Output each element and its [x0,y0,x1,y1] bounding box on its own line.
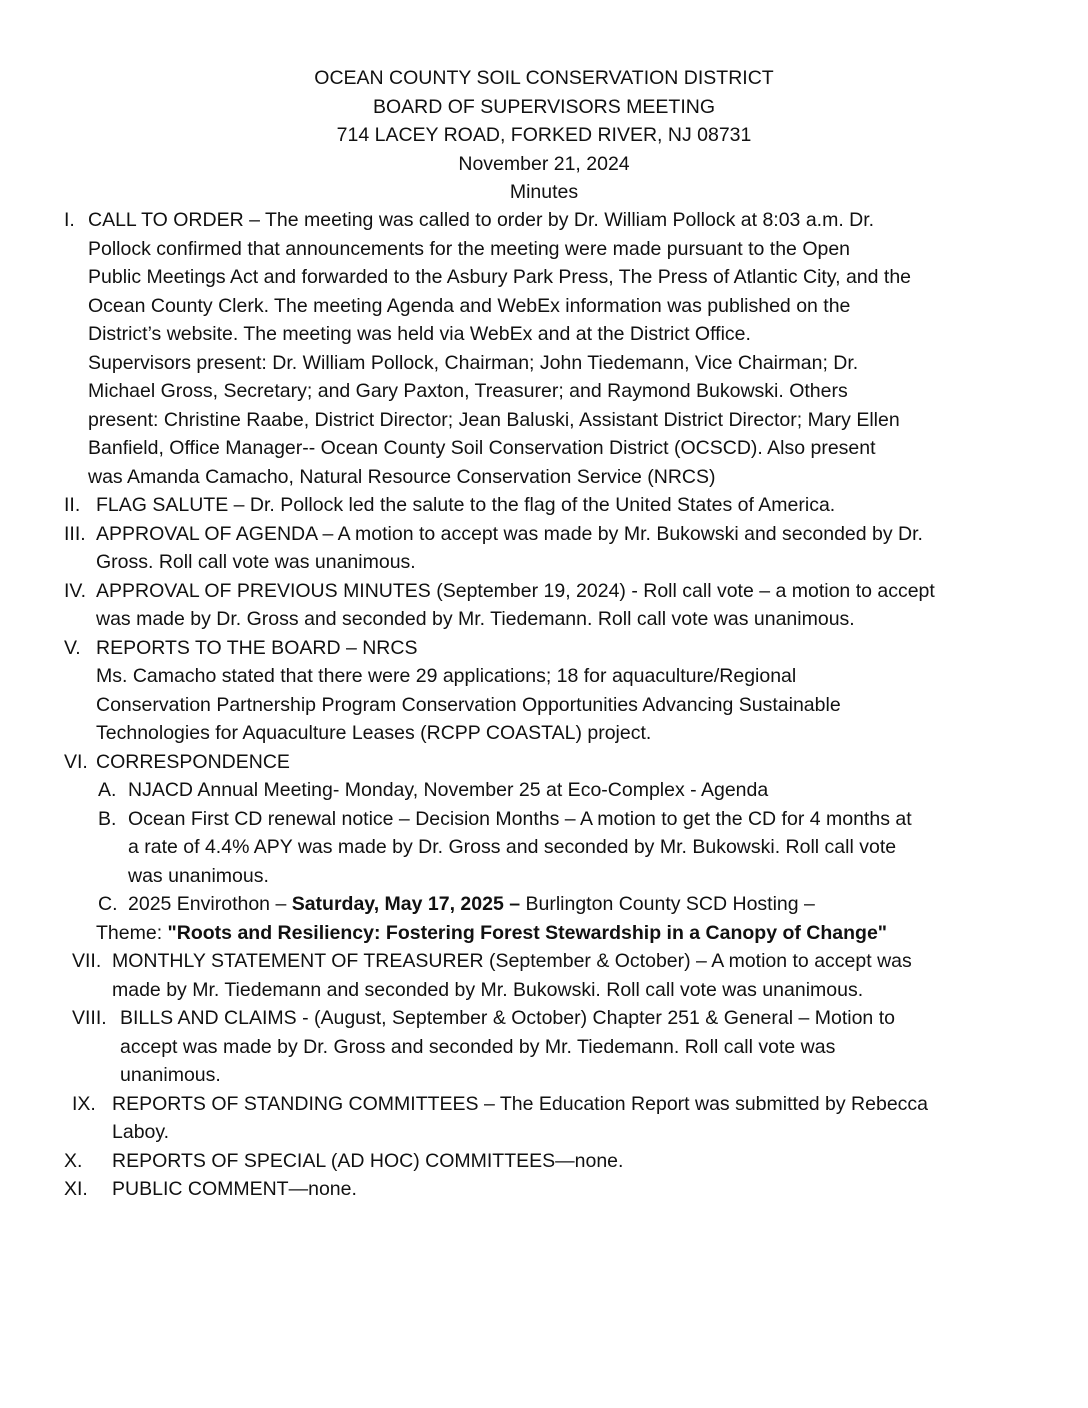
correspondence-item-a [96,776,1088,805]
item-special-committees [0,1147,1088,1176]
text-line: was made by Dr. Gross and seconded by Mr. Tiedemann. Roll call vote was unanimous. [96,608,855,630]
text-line [96,919,1088,948]
text-line: Laboy. [112,1121,170,1143]
text-line: Ms. Camacho stated that there were 29 applications; 18 for aquaculture/Regional [96,665,797,687]
text-line: CORRESPONDENCE [96,750,290,773]
text-line: Michael Gross, Secretary; and Gary Paxton, Treasurer; and Raymond Bukowski. Others [88,380,848,402]
text-line: Ocean First CD renewal notice – Decision Months – A motion to get the CD for 4 months at [128,807,912,830]
item-approval-of-minutes [0,577,1088,634]
sub-item-letter: A. [98,779,117,801]
text-line: REPORTS OF SPECIAL (AD HOC) COMMITTEES—none. [112,1149,624,1172]
text-line: accept was made by Dr. Gross and seconded by Mr. Tiedemann. Roll call vote was [120,1035,836,1058]
text-line: MONTHLY STATEMENT OF TREASURER (September & October) – A motion to accept was [112,950,912,972]
text-line: REPORTS TO THE BOARD – NRCS [96,636,418,659]
item-approval-of-agenda [0,520,1088,577]
text-line: District’s website. The meeting was held via WebEx and at the District Office. [88,323,751,345]
item-correspondence [0,748,1088,948]
meeting-address: 714 LACEY ROAD, FORKED RIVER, NJ 08731 [336,124,752,146]
item-bills-and-claims [0,1004,1088,1090]
district-name: OCEAN COUNTY SOIL CONSERVATION DISTRICT [314,67,774,89]
item-standing-committees [0,1090,1088,1147]
text-line: Supervisors present: Dr. William Pollock, Chairman; John Tiedemann, Vice Chairman; Dr. [88,351,859,374]
text-run: Theme: [96,921,168,944]
text-line: was Amanda Camacho, Natural Resource Conservation Service (NRCS) [88,465,716,488]
text-run: Burlington County SCD Hosting – [520,893,815,915]
text-line: Technologies for Aquaculture Leases (RCPP COASTAL) project. [96,722,652,744]
item-number: IX. [72,1092,96,1115]
text-line: Ocean County Clerk. The meeting Agenda and WebEx information was published on the [88,294,851,317]
text-line: Gross. Roll call vote was unanimous. [96,551,416,573]
item-call-to-order [0,206,1088,491]
event-theme: "Roots and Resiliency: Fostering Forest Stewardship in a Canopy of Change" [167,921,888,944]
item-number: VII. [72,950,102,972]
minutes-list [0,206,1088,1204]
item-number: I. [64,209,75,231]
text-line: PUBLIC COMMENT—none. [112,1178,357,1200]
sub-item-letter: C. [98,893,118,915]
item-number: IV. [64,579,87,602]
text-line: Conservation Partnership Program Conservation Opportunities Advancing Sustainable [96,693,841,716]
text-line: NJACD Annual Meeting- Monday, November 25 at Eco-Complex - Agenda [128,779,769,801]
text-line: APPROVAL OF AGENDA – A motion to accept was made by Mr. Bukowski and seconded by Dr. [96,522,923,545]
text-line: present: Christine Raabe, District Director; Jean Baluski, Assistant District Director; Mary Ellen [88,408,900,431]
text-line: FLAG SALUTE – Dr. Pollock led the salute to the flag of the United States of America. [96,494,836,516]
text-line: APPROVAL OF PREVIOUS MINUTES (September 19, 2024) - Roll call vote – a motion to accept [96,579,935,602]
text-line: made by Mr. Tiedemann and seconded by Mr. Bukowski. Roll call vote was unanimous. [112,978,864,1001]
sub-item-letter: B. [98,807,117,830]
meeting-name: BOARD OF SUPERVISORS MEETING [372,95,716,118]
text-line: unanimous. [120,1064,221,1086]
event-date: Saturday, May 17, 2025 – [291,893,521,915]
item-number: XI. [64,1178,88,1200]
item-number: X. [64,1149,83,1172]
text-line: CALL TO ORDER – The meeting was called to order by Dr. William Pollock at 8:03 a.m. Dr. [88,209,875,231]
text-line: BILLS AND CLAIMS - (August, September & October) Chapter 251 & General – Motion to [120,1007,895,1029]
item-flag-salute [0,491,1088,520]
meeting-date: November 21, 2024 [458,152,630,175]
correspondence-item-c [96,890,1088,947]
text-line: Pollock confirmed that announcements for the meeting were made pursuant to the Open [88,237,851,260]
item-number: VIII. [72,1007,107,1029]
item-number: VI. [64,750,88,773]
text-line: Public Meetings Act and forwarded to the Asbury Park Press, The Press of Atlantic City, and the [88,266,912,288]
text-run: 2025 Envirothon – [128,893,292,915]
item-public-comment [0,1175,1088,1204]
text-line: REPORTS OF STANDING COMMITTEES – The Education Report was submitted by Rebecca [112,1092,929,1115]
document-title: Minutes [509,181,579,203]
text-line: Banfield, Office Manager-- Ocean County Soil Conservation District (OCSCD). Also present [88,437,876,459]
correspondence-item-b [96,805,1088,891]
item-reports-to-board [0,634,1088,748]
item-number: III. [64,522,86,545]
text-line: a rate of 4.4% APY was made by Dr. Gross and seconded by Mr. Bukowski. Roll call vote [128,836,897,858]
item-number: V. [64,636,81,659]
item-treasurer-statement [0,947,1088,1004]
document-header [0,64,1088,207]
item-number: II. [64,494,81,516]
text-line [128,890,1088,919]
text-line: was unanimous. [128,864,269,887]
